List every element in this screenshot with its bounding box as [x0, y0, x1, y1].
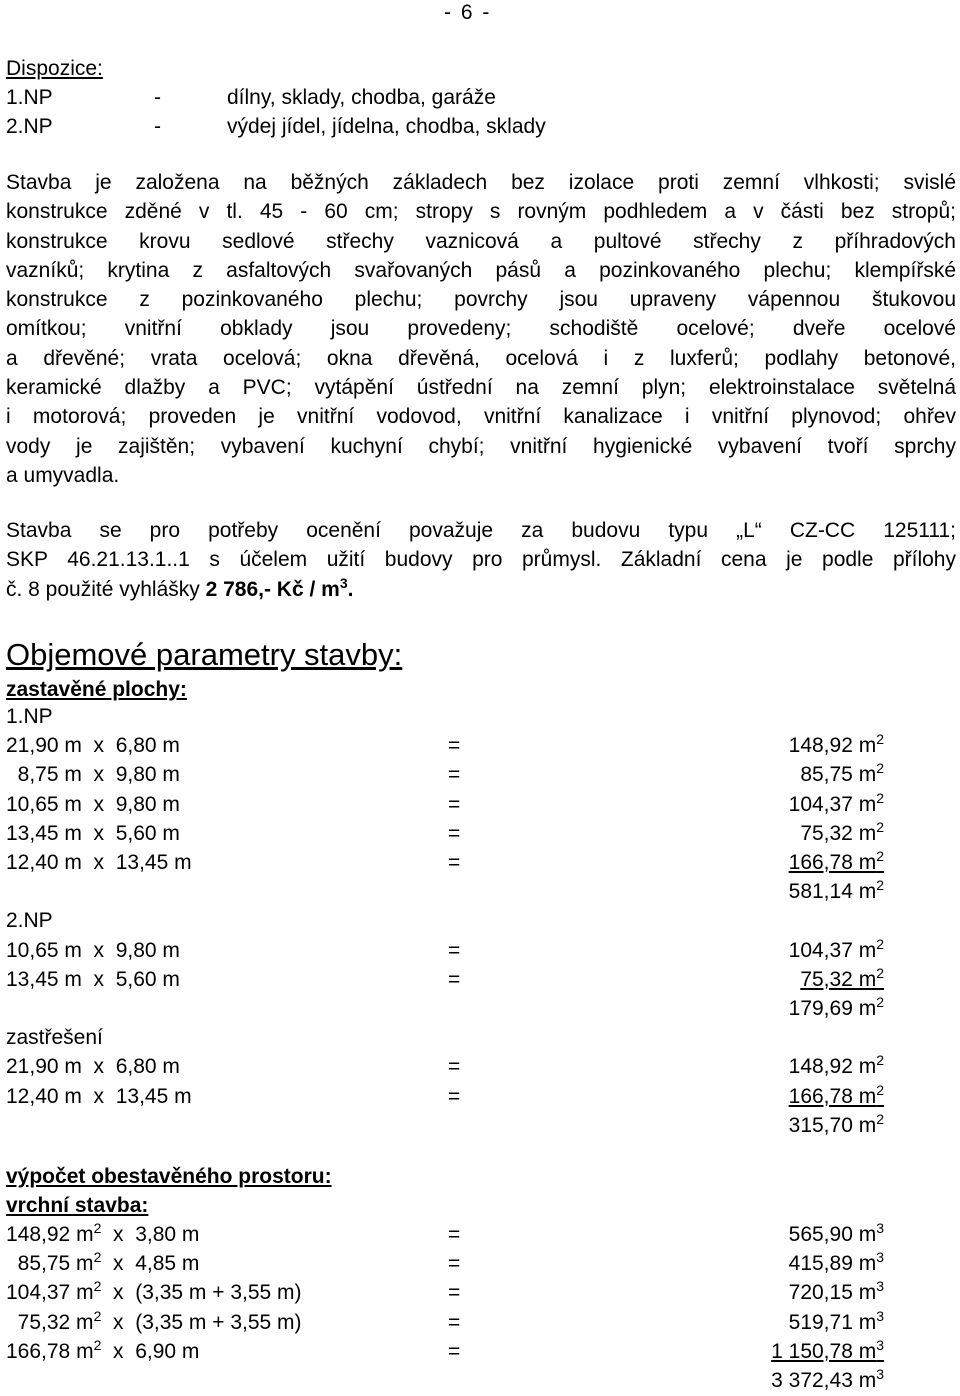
dispozice-floor: 2.NP [6, 115, 53, 138]
dispozice-dash: - [154, 86, 161, 109]
result-exponent: 3 [876, 1278, 884, 1295]
calc-expression: 10,65 m x 9,80 m [6, 792, 180, 816]
total-exponent: 2 [876, 994, 884, 1010]
building-description [6, 168, 956, 490]
volume-row [0, 1337, 960, 1366]
volume-row [0, 1308, 960, 1337]
total-exponent: 3 [876, 1366, 884, 1382]
area-value: 148,92 m [6, 1223, 94, 1246]
calc-row [0, 1082, 960, 1111]
result-exponent: 2 [876, 731, 884, 748]
result-value: 415,89 m [788, 1252, 877, 1276]
area-exponent: 2 [93, 1336, 102, 1353]
dispozice-desc: výdej jídel, jídelna, chodba, sklady [227, 115, 546, 138]
section-heading: Objemové parametry stavby: [6, 637, 403, 672]
equals-sign: = [448, 851, 461, 874]
result-value: 85,75 m [800, 763, 877, 787]
calc-row [0, 965, 960, 994]
volume-result [789, 1278, 884, 1307]
dispozice-label: Dispozice: [6, 57, 103, 80]
total-value [789, 1111, 884, 1140]
result-value: 104,37 m [788, 938, 877, 962]
total-number: 179,69 m [788, 997, 877, 1020]
calc-expression: 8,75 m x 9,80 m [6, 763, 180, 787]
equals-sign: = [448, 792, 461, 816]
result-exponent: 2 [876, 1081, 884, 1098]
classification-line: SKP 46.21.13.1..1 s účelem užití budovy pro průmysl. Základní cena je podle přílohy [6, 548, 956, 572]
total-exponent: 2 [876, 877, 884, 894]
area-value: 75,32 m [6, 1310, 94, 1334]
result-exponent: 2 [876, 789, 884, 806]
equals-sign: = [448, 1310, 461, 1334]
volume-expression [6, 1249, 199, 1278]
description-line: konstrukce zděné v tl. 45 - 60 cm; stropy s rovným podhledem a v části bez stropů; [6, 200, 956, 224]
calc-expression: 13,45 m x 5,60 m [6, 821, 180, 845]
total-value [789, 994, 884, 1023]
result-value: 565,90 m [788, 1223, 877, 1246]
volume-expression [6, 1308, 302, 1337]
result-value: 1 150,78 m [771, 1339, 877, 1363]
description-line: omítkou; vnitřní obklady jsou provedeny; schodiště ocelové; dveře ocelové [6, 317, 956, 341]
calc-row [0, 819, 960, 848]
total-row-2np [0, 994, 960, 1023]
equals-sign: = [448, 1281, 461, 1305]
result-exponent: 3 [876, 1220, 884, 1236]
volume-expression [6, 1278, 302, 1307]
total-row-roof [0, 1111, 960, 1140]
volume-result [771, 1337, 884, 1366]
result-exponent: 2 [876, 760, 884, 777]
area-exponent: 2 [93, 1278, 102, 1295]
area-value: 85,75 m [6, 1252, 94, 1276]
volume-expression [6, 1220, 199, 1249]
total-number: 315,70 m [788, 1113, 877, 1137]
result-value: 104,37 m [788, 792, 877, 816]
total-row-volume [0, 1366, 960, 1395]
classification [6, 516, 956, 604]
calc-row [0, 760, 960, 789]
result-value: 166,78 m [788, 851, 877, 874]
calc-expression: 21,90 m x 6,80 m [6, 1055, 180, 1079]
zastavene-plochy-label: zastavěné plochy: [6, 678, 187, 701]
calc-row [0, 731, 960, 760]
result-value: 75,32 m [800, 821, 877, 845]
equals-sign: = [448, 1252, 461, 1276]
calc-row [0, 790, 960, 819]
page-number: - 6 - [444, 1, 492, 24]
equals-sign: = [448, 1223, 461, 1246]
dispozice-row [0, 112, 960, 141]
area-value: 166,78 m [6, 1339, 94, 1363]
height-expression: x 3,80 m [101, 1223, 200, 1246]
equals-sign: = [448, 938, 461, 962]
volume-result [789, 1249, 884, 1278]
description-line: konstrukce z pozinkovaného plechu; povrchy jsou upraveny vápennou štukovou [6, 288, 956, 312]
equals-sign: = [448, 763, 461, 787]
dispozice-dash: - [154, 115, 161, 138]
total-number: 581,14 m [788, 880, 877, 904]
result-exponent: 2 [876, 818, 884, 835]
result-value: 148,92 m [788, 1055, 877, 1079]
calc-result [800, 819, 884, 848]
result-value: 720,15 m [788, 1281, 877, 1305]
area-exponent: 2 [93, 1220, 102, 1236]
calc-result [789, 936, 884, 965]
classification-price-line [6, 575, 956, 604]
equals-sign: = [448, 1084, 461, 1108]
calc-expression: 12,40 m x 13,45 m [6, 1084, 192, 1108]
height-expression: x (3,35 m + 3,55 m) [101, 1310, 302, 1334]
classification-line: Stavba se pro potřeby ocenění považuje za budovu typu „L“ CZ-CC 125111; [6, 519, 956, 542]
calc-result [789, 731, 884, 760]
calc-row [0, 936, 960, 965]
calc-result [800, 965, 884, 994]
result-value: 519,71 m [788, 1310, 877, 1334]
vrchni-stavba-label: vrchní stavba: [6, 1194, 149, 1217]
calc-row [0, 848, 960, 877]
floor-label-1np: 1.NP [6, 705, 53, 728]
volume-row [0, 1249, 960, 1278]
calc-result [789, 1082, 884, 1111]
total-value [771, 1366, 884, 1395]
volume-result [789, 1220, 884, 1249]
calc-expression: 21,90 m x 6,80 m [6, 734, 180, 758]
total-exponent: 2 [876, 1110, 884, 1127]
description-line: konstrukce krovu sedlové střechy vaznicová a pultové střechy z příhradových [6, 229, 956, 253]
calc-expression: 13,45 m x 5,60 m [6, 967, 180, 991]
height-expression: x 6,90 m [101, 1339, 200, 1363]
result-value: 75,32 m [800, 967, 877, 991]
volume-result [789, 1308, 884, 1337]
volume-row [0, 1278, 960, 1307]
area-exponent: 2 [93, 1249, 102, 1266]
result-value: 166,78 m [788, 1084, 877, 1108]
result-exponent: 3 [876, 1249, 884, 1266]
calc-expression: 10,65 m x 9,80 m [6, 938, 180, 962]
result-exponent: 2 [876, 848, 884, 864]
volume-expression [6, 1337, 199, 1366]
calc-result [800, 760, 884, 789]
description-line: vody je zajištěn; vybavení kuchyní chybí; vnitřní hygienické vybavení tvoří sprchy [6, 434, 956, 458]
description-line: Stavba je založena na běžných základech bez izolace proti zemní vlhkosti; svislé [6, 171, 956, 194]
equals-sign: = [448, 1339, 461, 1363]
volume-row [0, 1220, 960, 1249]
area-exponent: 2 [93, 1307, 102, 1324]
total-value [789, 877, 884, 906]
description-line: a dřevěné; vrata ocelová; okna dřevěná, ocelová i z luxferů; podlahy betonové, [6, 346, 956, 370]
dispozice-floor: 1.NP [6, 86, 53, 109]
floor-label-2np: 2.NP [6, 909, 53, 933]
result-value: 148,92 m [788, 734, 877, 758]
dispozice-desc: dílny, sklady, chodba, garáže [227, 86, 496, 109]
description-line: i motorová; proveden je vnitřní vodovod, vnitřní kanalizace i vnitřní plynovod; ohřev [6, 405, 956, 429]
price-prefix: č. 8 použité vyhlášky [6, 577, 206, 601]
result-exponent: 3 [876, 1307, 884, 1324]
area-value: 104,37 m [6, 1281, 94, 1305]
description-line: vazníků; krytina z asfaltových svařovaných pásů a pozinkovaného plechu; klempířské [6, 258, 956, 282]
equals-sign: = [448, 1055, 461, 1079]
calc-expression: 12,40 m x 13,45 m [6, 851, 192, 874]
description-line: keramické dlažby a PVC; vytápění ústřední na zemní plyn; elektroinstalace světelná [6, 376, 956, 400]
result-exponent: 3 [876, 1336, 884, 1353]
height-expression: x (3,35 m + 3,55 m) [101, 1281, 302, 1305]
dispozice-row [0, 83, 960, 112]
equals-sign: = [448, 967, 461, 991]
total-number: 3 372,43 m [771, 1369, 877, 1392]
total-row-1np [0, 877, 960, 906]
result-exponent: 2 [876, 935, 884, 952]
calc-result [789, 848, 884, 877]
base-price-suffix: . [347, 577, 354, 601]
calc-result [789, 1052, 884, 1081]
result-exponent: 2 [876, 1052, 884, 1069]
calc-row [0, 1052, 960, 1081]
height-expression: x 4,85 m [101, 1252, 200, 1276]
result-exponent: 2 [876, 964, 884, 981]
base-price-exponent: 3 [339, 574, 348, 591]
equals-sign: = [448, 821, 461, 845]
obestaveny-prostor-label: výpočet obestavěného prostoru: [6, 1165, 332, 1188]
equals-sign: = [448, 734, 461, 758]
roof-label: zastřešení [6, 1026, 103, 1050]
base-price-value: 2 786,- Kč / m [205, 577, 340, 601]
description-line: a umyvadla. [6, 463, 120, 487]
calc-result [789, 790, 884, 819]
base-price [205, 574, 354, 601]
